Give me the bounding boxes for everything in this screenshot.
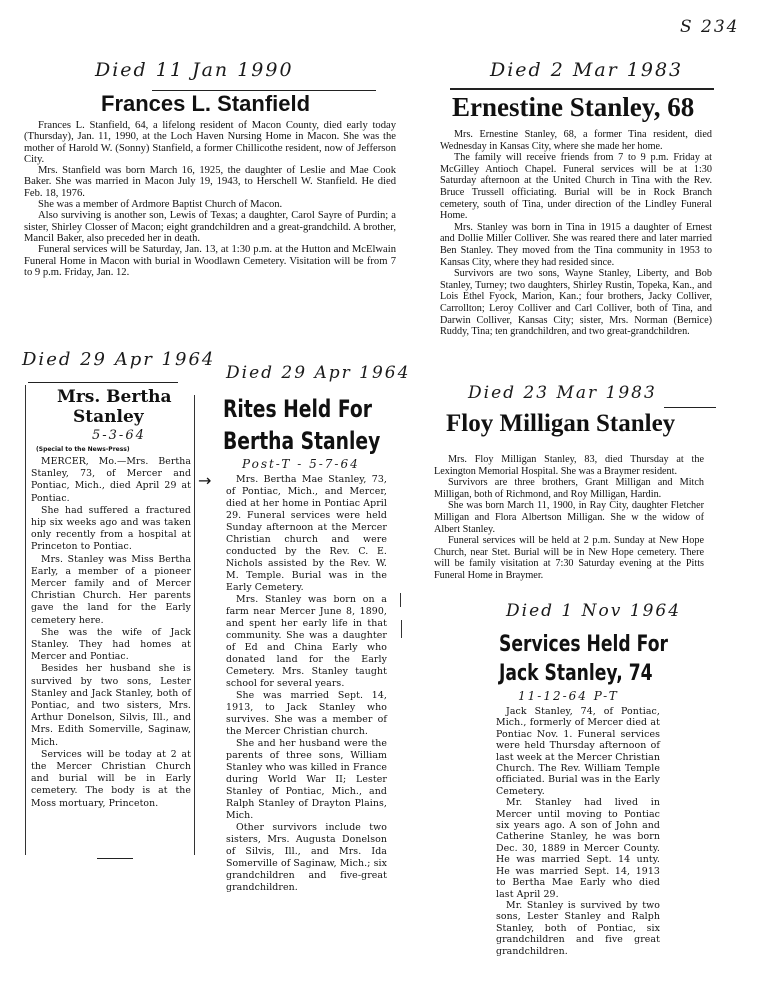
- paragraph: She and her husband were the parents of three sons, William Stanley who was killed in France during World War II; Lester Stanley of Pontiac, Mich., and Ralph Stanley of Drayton Plains, Mich.: [226, 738, 387, 821]
- news-credit: (Special to the News-Press): [36, 446, 130, 453]
- obituary-body: [440, 129, 712, 338]
- paragraph: The family will receive friends from 7 to 9 p.m. Friday at McGilley Antioch Chapel. Funeral services will be at 1:30 Saturday afternoon at the United Church in Tina with the Rev. Bruce Trussell officiating. Burial will be in Rock Branch cemetery, south of Tina, under direction of the Lindley Funeral Home.: [440, 152, 712, 222]
- paragraph: Funeral services will be held at 2 p.m. Sunday at New Hope Church, near Stet. Burial will be in New Hope cemetery. There will be family visitation at 7:30 Saturday evening at the Pitts Funeral Home in Braymer.: [434, 535, 704, 581]
- handwritten-death-date: Died 29 Apr 1964: [226, 363, 411, 383]
- handwritten-publication-date: 11-12-64 P-T: [518, 689, 619, 703]
- paragraph: MERCER, Mo.—Mrs. Bertha Stanley, 73, of Mercer and Pontiac, Mich., died April 29 at Pontiac.: [31, 456, 191, 504]
- paragraph: Mrs. Stanley was born in Tina in 1915 a daughter of Ernest and Dollie Miller Colliver. She was reared there and later married Ben Stanley. They moved from the Tina community in 1953 to Kansas City, where they had resided since.: [440, 221, 712, 268]
- paragraph: Frances L. Stanfield, 64, a lifelong resident of Macon County, died early today (Thursday), Jan. 11, 1990, at the Loch Haven Nursing Home in Macon. She was the mother of Harold W. (Sonny) Stanfield, a former Chillicothe resident, now of Jefferson City.: [24, 120, 396, 165]
- paragraph: Mrs. Ernestine Stanley, 68, a former Tina resident, died Wednesday in Kansas City, where she made her home.: [440, 129, 712, 152]
- paragraph: Funeral services will be Saturday, Jan. 13, at 1:30 p.m. at the Hutton and McElwain Funeral Home in Macon with burial in Woodlawn Cemetery. Visitation will be from 7 to 9 p.m. Friday, Jan. 12.: [24, 244, 396, 278]
- paragraph: Also surviving is another son, Lewis of Texas; a daughter, Carol Sayre of Purdin; a sister, Shirley Closser of Macon; eight grandchildren and a great-grandchild. A brother, Mancil Baker, also preceded her in death.: [24, 210, 396, 244]
- clipping-border-right: [194, 395, 195, 855]
- handwritten-death-date: Died 29 Apr 1964: [22, 349, 216, 370]
- paragraph: Services will be today at 2 at the Mercer Christian Church and burial will be in Early cemetery. The body is at the Moss mortuary, Princeton.: [31, 748, 191, 809]
- obituary-body: [434, 454, 704, 582]
- obituary-body: [226, 474, 387, 894]
- obituary-headline: Ernestine Stanley, 68: [452, 92, 695, 122]
- paragraph: Mr. Stanley had lived in Mercer until moving to Pontiac six years ago. A son of John and Catherine Stanley, he was born Dec. 30, 1889 in Mercer County. He was married Sept. 14 unty. He was married Sept. 14, 1913 to Bertha Mae Early who died last April 29.: [496, 797, 660, 900]
- paragraph: Besides her husband she is survived by two sons, Lester Stanley and Jack Stanley, both of Pontiac, and two sisters, Mrs. Arthur Donelson, Silvis, Ill., and Mrs. Edith Somerville, Saginaw, Mich.: [31, 663, 191, 748]
- obituary-headline: Services Held For: [499, 632, 668, 657]
- arrow-icon: →: [198, 471, 212, 490]
- obituary-headline: Bertha Stanley: [223, 427, 381, 455]
- clipping-edge-mark: [401, 620, 402, 638]
- paragraph: Other survivors include two sisters, Mrs. Augusta Donelson of Silvis, Ill., and Mrs. Ida Somerville of Saginaw, Mich.; six grandchildren and five-great grandchildren.: [226, 822, 387, 893]
- obituary-headline: Rites Held For: [223, 395, 372, 423]
- obituary-headline: Mrs. Bertha: [57, 387, 172, 407]
- obituary-headline: Floy Milligan Stanley: [446, 410, 676, 437]
- obituary-body: [496, 706, 660, 957]
- divider-rule: [28, 382, 178, 383]
- clipping-edge-mark: [400, 593, 401, 607]
- page-number-mark: S 234: [680, 17, 740, 37]
- obituary-body: [24, 120, 396, 278]
- paragraph: She was married Sept. 14, 1913, to Jack Stanley who survives. She was a member of the Mercer Christian church.: [226, 690, 387, 737]
- divider-rule: [664, 407, 716, 408]
- handwritten-death-date: Died 1 Nov 1964: [506, 601, 682, 621]
- paragraph: Survivors are three brothers, Grant Milligan and Mitch Milligan, both of Richmond, and Roy Milligan, Hardin.: [434, 477, 704, 500]
- obituary-headline: Stanley: [73, 407, 144, 427]
- obituary-body: [31, 456, 191, 810]
- paragraph: Mrs. Stanley was born on a farm near Mercer June 8, 1890, and spent her early life in that community. She was a daughter of Ed and China Early who donated land for the Early Cemetery. Mrs. Stanley taught school for several years.: [226, 594, 387, 689]
- clipping-border-left: [25, 385, 26, 855]
- handwritten-publication-date: Post-T - 5-7-64: [242, 457, 360, 471]
- paragraph: She was the wife of Jack Stanley. They had homes at Mercer and Pontiac.: [31, 626, 191, 663]
- handwritten-death-date: Died 11 Jan 1990: [95, 59, 294, 81]
- obituary-headline: Jack Stanley, 74: [499, 661, 653, 686]
- paragraph: Mrs. Stanfield was born March 16, 1925, the daughter of Leslie and Mae Cook Baker. She was married in Macon July 19, 1943, to Herschell W. Stanfield. He died Feb. 18, 1976.: [24, 165, 396, 199]
- paragraph: She was a member of Ardmore Baptist Church of Macon.: [38, 199, 283, 211]
- paragraph: She was born March 11, 1900, in Ray City, daughter Fletcher Milligan and Flora Albertson Milligan. She w the widow of Albert Stanley.: [434, 500, 704, 535]
- paragraph: Survivors are two sons, Wayne Stanley, Liberty, and Bob Stanley, Turney; two daughters, Shirley Rustin, Topeka, Kan., and Lois Ethel Fyock, Marion, Kan.; four brothers, Jacky Colliver, Carrollton; Leroy Colliver and Carl Colliver, both of Tina, and Darwin Colliver, Kansas City; sister, Mrs. Norman (Bernice) Ruddy, Tina; ten grandchildren, and two great-grandchildren.: [440, 268, 712, 338]
- divider-rule: [450, 88, 714, 90]
- handwritten-death-date: Died 23 Mar 1983: [468, 383, 657, 403]
- handwritten-publication-date: 5-3-64: [92, 428, 146, 443]
- paragraph: Mrs. Floy Milligan Stanley, 83, died Thursday at the Lexington Memorial Hospital. She was a Braymer resident.: [434, 454, 704, 477]
- obituary-headline: Frances L. Stanfield: [101, 91, 311, 116]
- paragraph: Mrs. Bertha Mae Stanley, 73, of Pontiac, Mich., and Mercer, died at her home in Pontiac April 29. Funeral services were held Sunday afternoon at the Mercer Christian church and were conducted by the Rev. C. E. Nichols assisted by the Rev. W. M. Temple. Burial was in the Early Cemetery.: [226, 474, 387, 593]
- paragraph: Mr. Stanley is survived by two sons, Lester Stanley and Ralph Stanley, both of Pontiac, six grandchildren and five great grandchildren.: [496, 899, 660, 957]
- paragraph: Jack Stanley, 74, of Pontiac, Mich., formerly of Mercer died at Pontiac Nov. 1. Funeral services were held Thursday afternoon of last week at the Mercer Christian Church. The Rev. William Temple officiated. Burial was in the Early Cemetery.: [496, 706, 660, 797]
- paragraph: Mrs. Stanley was Miss Bertha Early, a member of a pioneer Mercer family and of Mercer Christian Church. Her parents gave the land for the Early cemetery here.: [31, 553, 191, 626]
- handwritten-death-date: Died 2 Mar 1983: [490, 59, 684, 81]
- paragraph: She had suffered a fractured hip six weeks ago and was taken only recently from a hospital at Princeton to Pontiac.: [31, 504, 191, 553]
- end-rule: [97, 858, 133, 859]
